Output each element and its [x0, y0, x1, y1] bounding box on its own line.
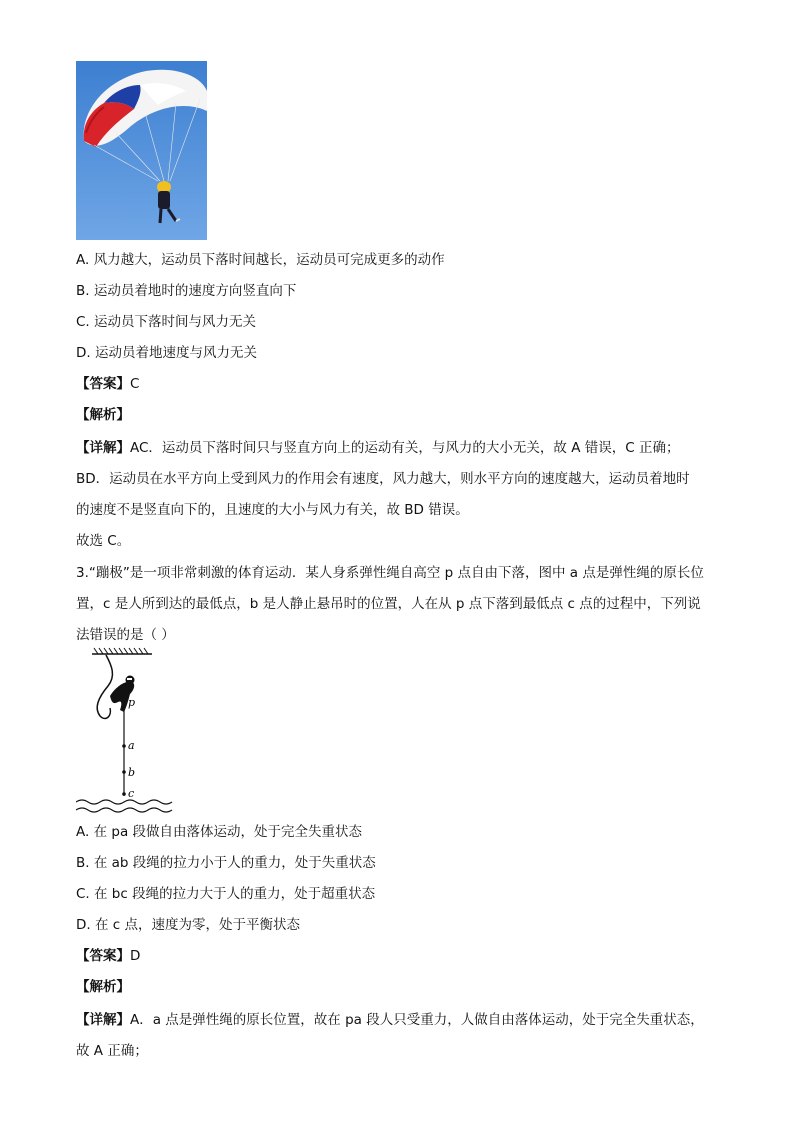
label-p: p: [128, 696, 136, 709]
detail-label: 【详解】: [76, 1012, 130, 1028]
q3-stem-line-1: 3.“蹦极”是一项非常刺激的体育运动．某人身系弹性绳自高空 p 点自由下落，图中 a 点是弹性绳的原长位: [76, 565, 704, 581]
answer-value: C: [130, 376, 140, 392]
q2-option-d: D. 运动员着地速度与风力无关: [76, 345, 257, 361]
q3-detail-line-2: 故 A 正确；: [76, 1043, 148, 1059]
answer-label: 【答案】: [76, 376, 130, 392]
q3-option-a: A. 在 pa 段做自由落体运动，处于完全失重状态: [76, 824, 363, 840]
q2-detail-line-1: [76, 439, 679, 457]
q2-option-c: C. 运动员下落时间与风力无关: [76, 314, 257, 330]
q3-option-c: C. 在 bc 段绳的拉力大于人的重力，处于超重状态: [76, 886, 376, 902]
q3-answer: [76, 947, 140, 965]
label-a: a: [128, 739, 135, 752]
detail-label: 【详解】: [76, 440, 130, 456]
answer-label: 【答案】: [76, 948, 130, 964]
q2-option-b: B. 运动员着地时的速度方向竖直向下: [76, 283, 297, 299]
q2-detail-line-3: 的速度不是竖直向下的，且速度的大小与风力有关，故 BD 错误。: [76, 502, 469, 518]
label-b: b: [128, 766, 136, 779]
parachute-photo: [76, 61, 207, 240]
q2-analysis-label: 【解析】: [76, 407, 130, 423]
label-c: c: [128, 787, 135, 800]
q2-conclusion: 故选 C。: [76, 533, 131, 549]
q2-answer: [76, 375, 139, 393]
q3-detail-line-1: [76, 1011, 704, 1029]
q3-option-b: B. 在 ab 段绳的拉力小于人的重力，处于失重状态: [76, 855, 376, 871]
q3-stem-line-3: 法错误的是（ ）: [76, 627, 175, 643]
detail-text: A．a 点是弹性绳的原长位置，故在 pa 段人只受重力，人做自由落体运动，处于完全失重状态，: [130, 1012, 704, 1028]
detail-text: AC．运动员下落时间只与竖直方向上的运动有关，与风力的大小无关，故 A 错误，C 正确；: [130, 440, 680, 456]
q2-option-a: A. 风力越大，运动员下落时间越长，运动员可完成更多的动作: [76, 252, 445, 268]
answer-value: D: [130, 948, 141, 964]
q2-detail-line-2: BD．运动员在水平方向上受到风力的作用会有速度，风力越大，则水平方向的速度越大，运动员着地时: [76, 471, 690, 487]
q3-stem-line-2: 置，c 是人所到达的最低点，b 是人静止悬吊时的位置，人在从 p 点下落到最低点 c 点的过程中，下列说: [76, 596, 701, 612]
q3-option-d: D. 在 c 点，速度为零，处于平衡状态: [76, 917, 300, 933]
q3-analysis-label: 【解析】: [76, 979, 130, 995]
bungee-diagram: [76, 646, 178, 818]
